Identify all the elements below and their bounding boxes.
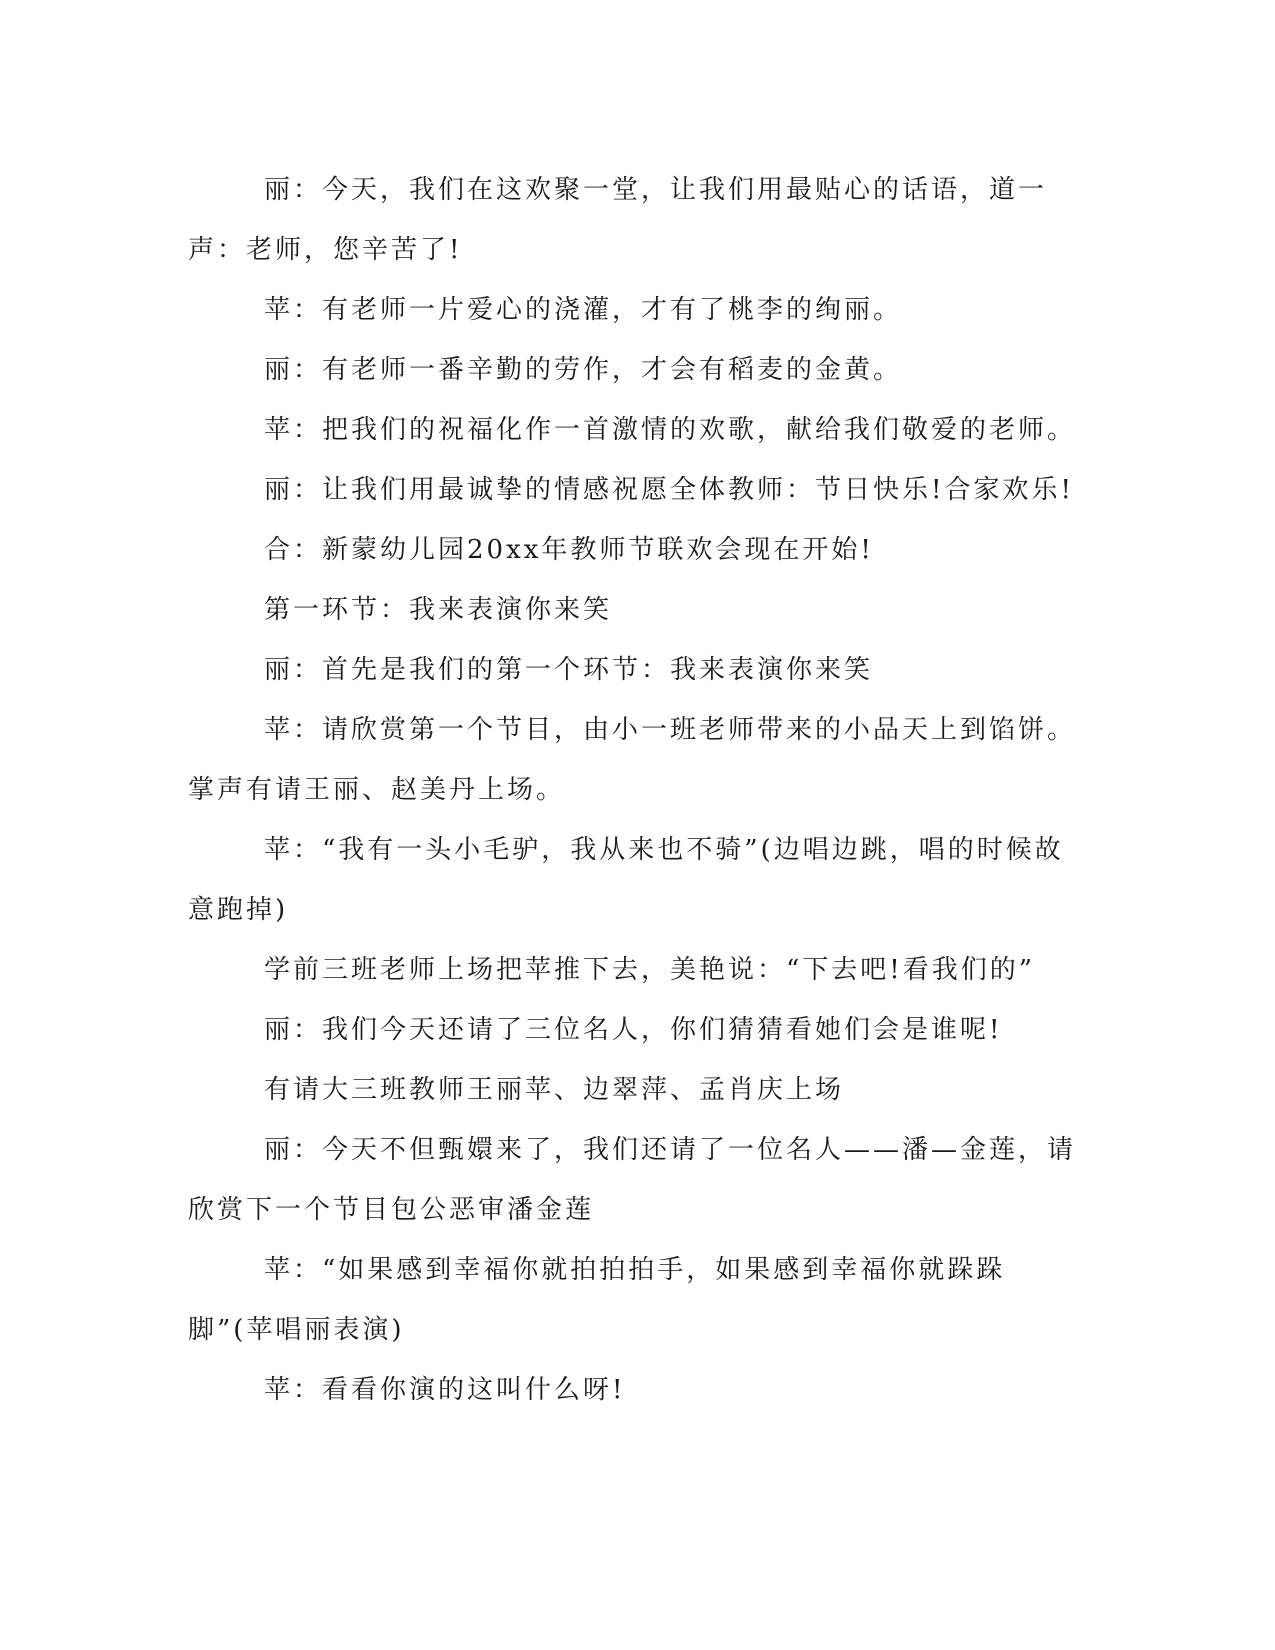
paragraph: 学前三班老师上场把苹推下去，美艳说：“下去吧!看我们的” [264,955,1036,985]
paragraph: 有请大三班教师王丽苹、边翠萍、孟肖庆上场 [264,1075,845,1105]
paragraph: 苹：“如果感到幸福你就拍拍拍手，如果感到幸福你就跺跺脚”(苹唱丽表演) [188,1255,1006,1345]
paragraph: 丽：让我们用最诚挚的情感祝愿全体教师：节日快乐!合家欢乐! [264,475,1074,505]
paragraph: 苹：有老师一片爱心的浇灌，才有了桃李的绚丽。 [264,295,903,325]
paragraph: 苹：看看你演的这叫什么呀! [264,1375,626,1405]
section-heading: 第一环节：我来表演你来笑 [264,595,613,625]
paragraph: 苹：把我们的祝福化作一首激情的欢歌，献给我们敬爱的老师。 [264,415,1077,445]
paragraph: 丽：我们今天还请了三位名人，你们猜猜看她们会是谁呢! [264,1015,1003,1045]
paragraph: 丽：首先是我们的第一个环节：我来表演你来笑 [264,655,874,685]
paragraph: 丽：今天不但甄嬛来了，我们还请了一位名人——潘—金莲，请欣赏下一个节目包公恶审潘金莲 [188,1135,1077,1225]
paragraph: 合：新蒙幼儿园20xx年教师节联欢会现在开始! [264,535,874,565]
paragraph: 苹：“我有一头小毛驴，我从来也不骑”(边唱边跳，唱的时候故意跑掉) [188,835,1064,925]
document-body [188,160,1078,1420]
paragraph: 苹：请欣赏第一个节目，由小一班老师带来的小品天上到馅饼。掌声有请王丽、赵美丹上场。 [188,715,1077,805]
paragraph: 丽：有老师一番辛勤的劳作，才会有稻麦的金黄。 [264,355,903,385]
paragraph: 丽：今天，我们在这欢聚一堂，让我们用最贴心的话语，道一声：老师，您辛苦了! [188,175,1048,265]
